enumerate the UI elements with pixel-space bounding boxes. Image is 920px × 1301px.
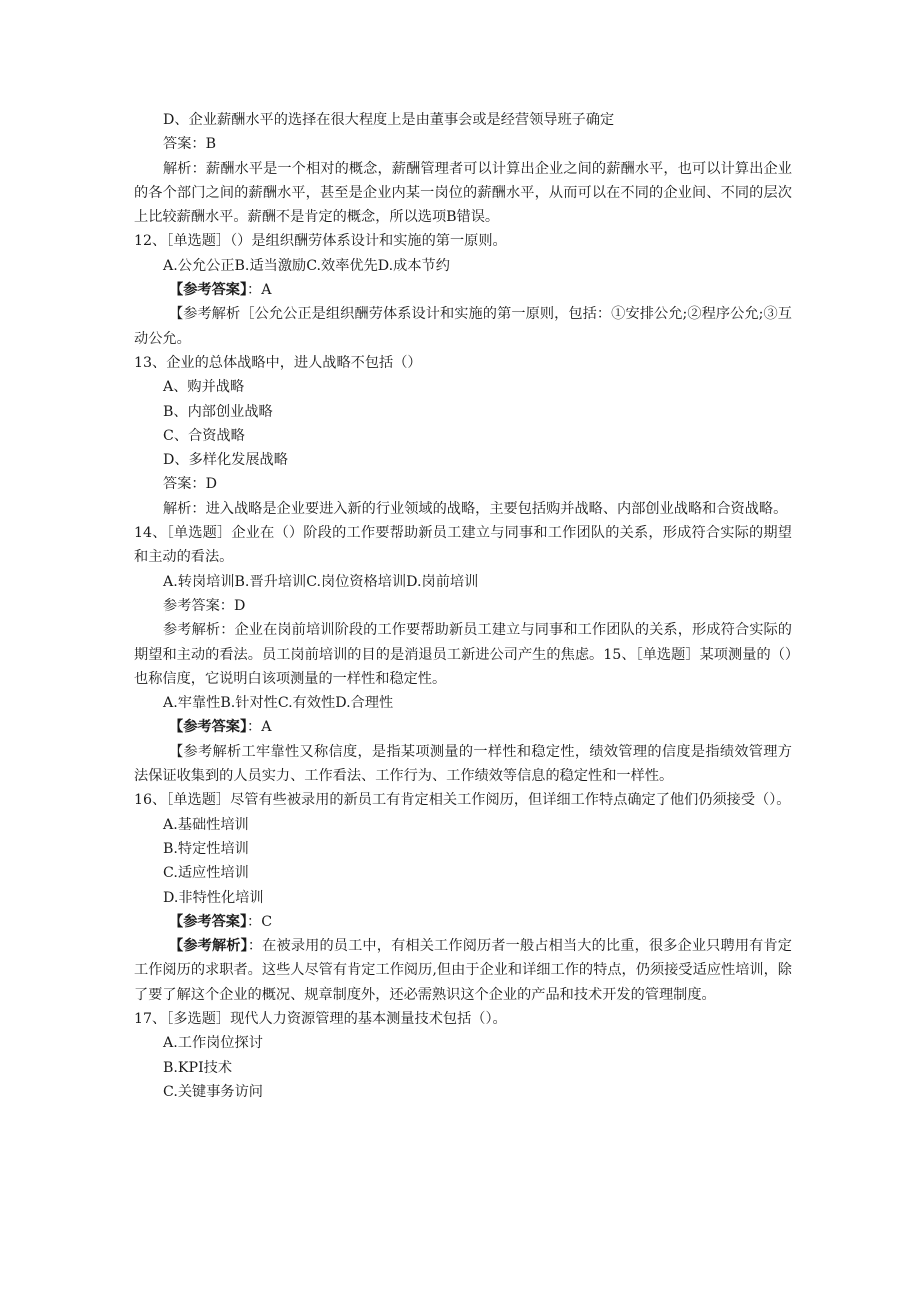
q13-stem: 13、企业的总体战略中，进人战略不包括（） — [134, 354, 422, 371]
q15-options: A.牢靠性B.针对性C.有效性D.合理性 — [163, 695, 394, 712]
q13-option-d: D、多样化发展战略 — [163, 452, 288, 469]
q12-analysis: 【参考解析［公允公正是组织酬劳体系设计和实施的第一原则，包括：①安排公允;②程序公允;③互动公允。 — [134, 306, 792, 347]
q12-stem: 12、［单选题］（）是组织酬劳体系设计和实施的第一原则。 — [134, 233, 507, 250]
q16-option-d: D.非特性化培训 — [163, 889, 264, 906]
q17-stem: 17、［多选题］现代人力资源管理的基本测量技术包括（）。 — [134, 1010, 507, 1027]
q15-answer-value: ：A — [247, 719, 272, 736]
q12-options: A.公允公正B.适当激励C.效率优先D.成本节约 — [163, 257, 450, 274]
q14-analysis: 参考解析：企业在岗前培训阶段的工作要帮助新员工建立与同事和工作团队的关系，形成符合实际的期望和主动的看法。员工岗前培训的目的是消退员工新进公司产生的焦虑。15、［单选题］某项测量的（）也称信度，它说明白该项测量的一样性和稳定性。 — [134, 622, 792, 687]
q16-option-a: A.基础性培训 — [163, 816, 249, 833]
q16-answer — [134, 910, 792, 934]
q11-option-d: D、企业薪酬水平的选择在很大程度上是由董事会或是经营领导班子确定 — [163, 112, 615, 128]
q15-answer-label: 【参考答案】 — [169, 719, 248, 736]
q13-analysis: 解析：进入战略是企业要进入新的行业领域的战略，主要包括购并战略、内部创业战略和合资战略。 — [163, 500, 788, 517]
document-page — [134, 108, 792, 1104]
q11-analysis: 解析：薪酬水平是一个相对的概念，薪酬管理者可以计算出企业之间的薪酬水平，也可以计算出企业的各个部门之间的薪酬水平，甚至是企业内某一岗位的薪酬水平，从而可以在不同的企业间、不同的层次上比较薪酬水平。薪酬不是肯定的概念，所以选项B错误。 — [134, 160, 792, 226]
q13-option-b: B、内部创业战略 — [163, 403, 273, 420]
q12-answer — [134, 278, 792, 302]
q17-option-b: B.KPI技术 — [163, 1059, 233, 1076]
q16-option-c: C.适应性培训 — [163, 865, 249, 882]
q14-options: A.转岗培训B.晋升培训C.岗位资格培训D.岗前培训 — [163, 573, 479, 590]
q16-analysis-label: 【参考解析】 — [169, 938, 248, 955]
q16-option-b: B.特定性培训 — [163, 840, 249, 857]
q12-answer-value: ：A — [247, 282, 272, 299]
q16-stem: 16、［单选题］尽管有些被录用的新员工有肯定相关工作阅历，但详细工作特点确定了他们仍须接受（）。 — [134, 792, 791, 809]
q17-option-a: A.工作岗位探讨 — [163, 1035, 263, 1052]
q16-analysis — [134, 934, 792, 1007]
q13-answer: 答案：D — [163, 476, 217, 493]
q16-answer-label: 【参考答案】 — [169, 913, 248, 930]
q14-stem: 14、［单选题］企业在（）阶段的工作要帮助新员工建立与同事和工作团队的关系，形成符合实际的期望和主动的看法。 — [134, 525, 792, 566]
q13-option-c: C、合资战略 — [163, 427, 245, 444]
q11-answer: 答案：B — [163, 136, 216, 153]
q12-answer-label: 【参考答案】 — [169, 282, 248, 299]
q14-answer: 参考答案：D — [163, 597, 246, 614]
q15-answer — [134, 715, 792, 739]
q15-analysis: 【参考解析工牢靠性又称信度，是指某项测量的一样性和稳定性，绩效管理的信度是指绩效管理方法保证收集到的人员实力、工作看法、工作行为、工作绩效等信息的稳定性和一样性。 — [134, 743, 792, 785]
q16-analysis-text: ：在被录用的员工中，有相关工作阅历者一般占相当大的比重，很多企业只聘用有肯定工作阅历的求职者。这些人尽管有肯定工作阅历,但由于企业和详细工作的特点，仍须接受适应性培训，除了要了解这个企业的概况、规章制度外，还必需熟识这个企业的产品和技术开发的管理制度。 — [134, 938, 792, 1003]
q13-option-a: A、购并战略 — [163, 379, 245, 396]
q16-answer-value: ：C — [247, 913, 273, 930]
q17-option-c: C.关键事务访问 — [163, 1083, 263, 1100]
